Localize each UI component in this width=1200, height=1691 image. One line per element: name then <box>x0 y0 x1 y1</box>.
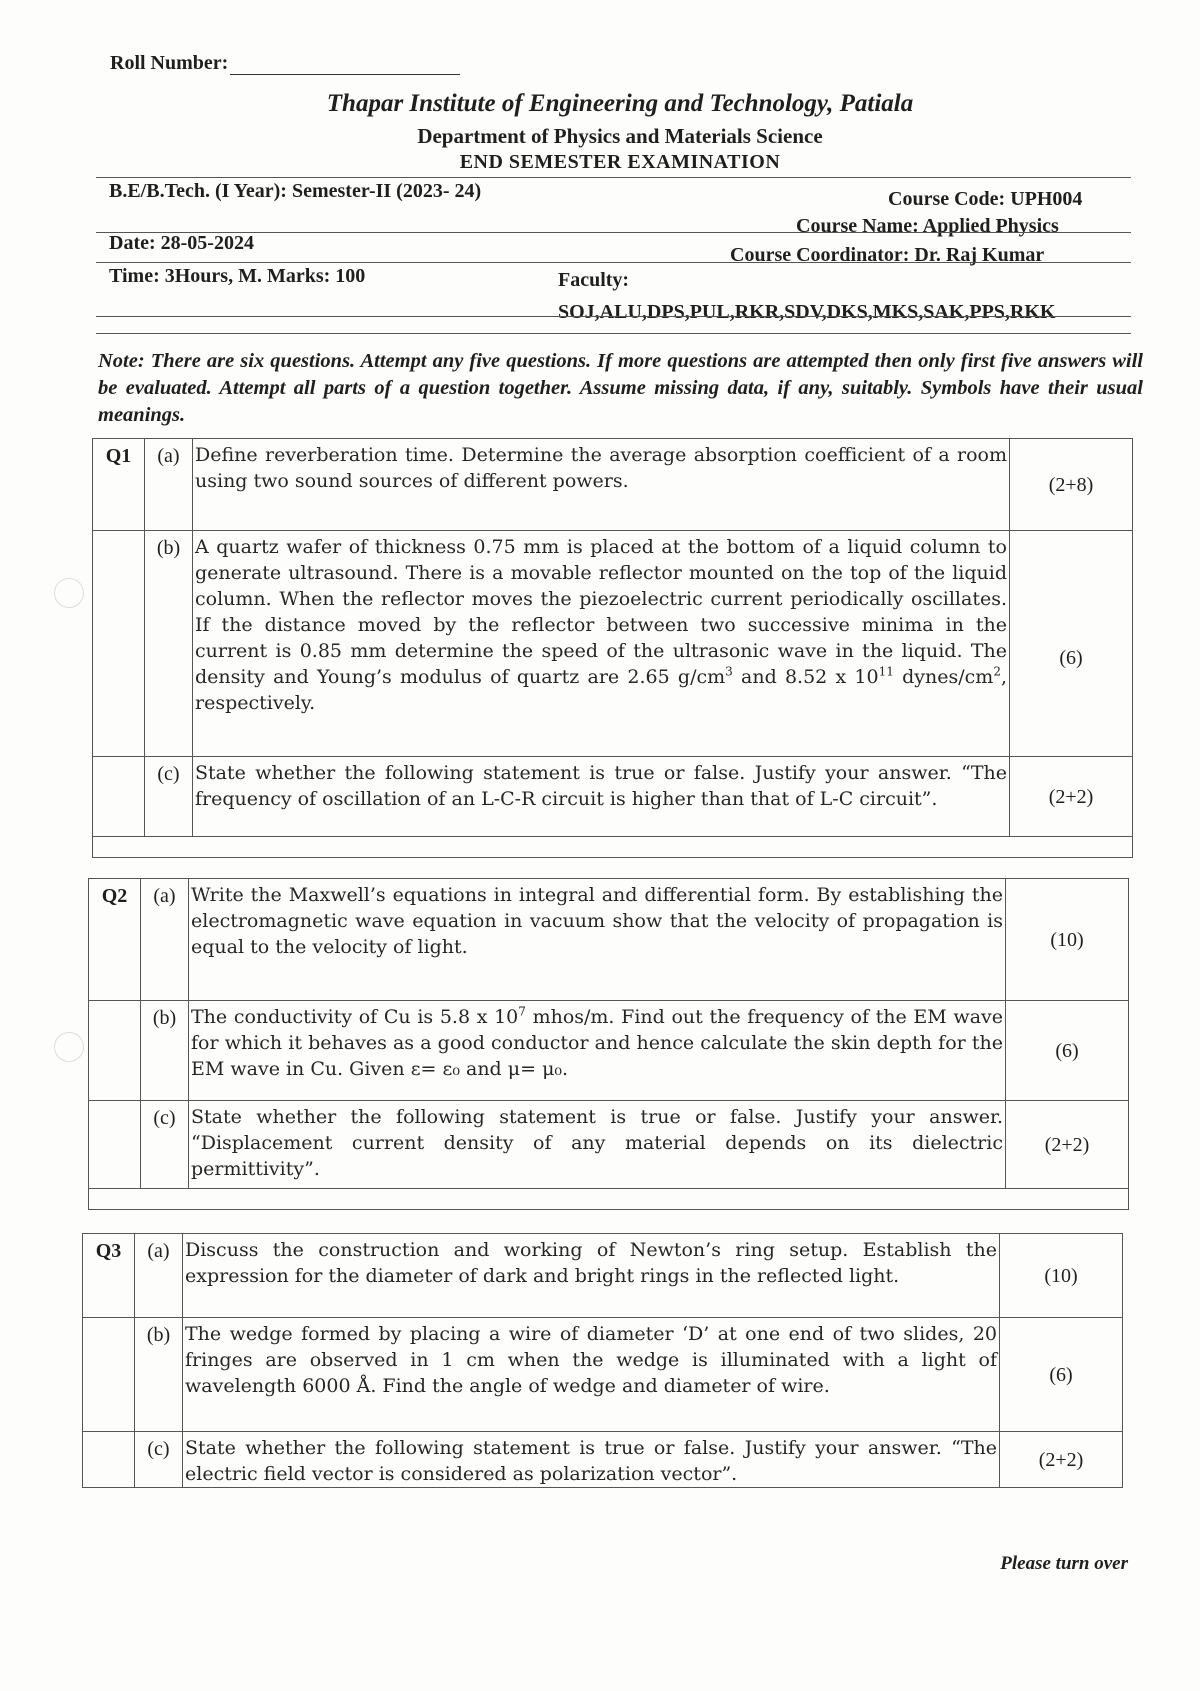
exam-title: END SEMESTER EXAMINATION <box>459 151 781 173</box>
text-segment: A quartz wafer of thickness 0.75 mm is placed at the bottom of a liquid column to generate ultrasound. There is a movable reflector mounted on the top of the liquid column. When the reflector moves the piezoelectric current periodically oscillates. If the distance moved by the reflector between two successive minima in the current is 0.85 mm determine the speed of the ultrasonic wave in the liquid. The density and Young’s modulus of quartz are 2.65 g/cm <box>195 536 1007 688</box>
marks: (2+2) <box>1010 757 1133 837</box>
turn-over-note: Please turn over <box>1000 1553 1128 1574</box>
punch-hole <box>54 578 84 608</box>
exam-note: Note: There are six questions. Attempt any five questions. If more questions are attempted then only first five answers will be evaluated. Attempt all parts of a question together. Assume missing data, if any, suitably. Symbols have their usual meanings. <box>98 350 1143 426</box>
spacer-row <box>93 837 1133 858</box>
question-number: Q1 <box>93 439 145 531</box>
question-text: State whether the following statement is true or false. Justify your answer. “Displacement current density of any material depends on its dielectric permittivity”. <box>189 1101 1006 1189</box>
superscript: 2 <box>993 664 1001 679</box>
question-part-row <box>89 1101 1129 1189</box>
question-part-row <box>93 531 1133 757</box>
roll-number-field[interactable] <box>110 52 460 75</box>
q3-table <box>82 1233 1123 1488</box>
spacer-row <box>89 1189 1129 1210</box>
question-text: Write the Maxwell’s equations in integral and differential form. By establishing the electromagnetic wave equation in vacuum show that the velocity of propagation is equal to the velocity of light. <box>189 879 1006 1001</box>
roll-number-label: Roll Number: <box>110 52 229 74</box>
question-part-row <box>83 1318 1123 1432</box>
part-label: (b) <box>135 1318 183 1432</box>
time-marks: Time: 3Hours, M. Marks: 100 <box>109 265 366 287</box>
superscript: 11 <box>878 664 894 679</box>
empty-cell <box>93 757 145 837</box>
question-part-row <box>89 1001 1129 1101</box>
marks: (2+8) <box>1010 439 1133 531</box>
q1-table <box>92 438 1133 858</box>
superscript: 7 <box>518 1004 526 1019</box>
part-label: (c) <box>145 757 193 837</box>
empty-cell <box>83 1318 135 1432</box>
question-text <box>189 1001 1006 1101</box>
question-number: Q2 <box>89 879 141 1001</box>
question-number: Q3 <box>83 1234 135 1318</box>
question-part-row <box>83 1432 1123 1488</box>
faculty-list: SOJ,ALU,DPS,PUL,RKR,SDV,DKS,MKS,SAK,PPS,RKK <box>558 301 1056 323</box>
course-code: Course Code: UPH004 <box>888 188 1083 210</box>
roll-number-blank[interactable] <box>230 54 460 75</box>
marks: (6) <box>1010 531 1133 757</box>
part-label: (b) <box>141 1001 189 1101</box>
q2-table <box>88 878 1129 1210</box>
text-segment: and 8.52 x 10 <box>732 666 879 688</box>
empty-cell <box>89 1001 141 1101</box>
part-label: (a) <box>141 879 189 1001</box>
program-info: B.E/B.Tech. (I Year): Semester-II (2023- 24) <box>109 180 482 202</box>
question-part-row <box>93 757 1133 837</box>
faculty-label: Faculty: <box>558 269 630 291</box>
text-segment: dynes/cm <box>893 666 994 688</box>
course-name: Course Name: Applied Physics <box>796 215 1059 237</box>
part-label: (a) <box>145 439 193 531</box>
marks: (2+2) <box>1000 1432 1123 1488</box>
superscript: 3 <box>725 664 733 679</box>
question-text: The wedge formed by placing a wire of diameter ‘D’ at one end of two slides, 20 fringes are observed in 1 cm when the wedge is illuminated with a light of wavelength 6000 Å. Find the angle of wedge and diameter of wire. <box>183 1318 1000 1432</box>
divider <box>96 316 1131 317</box>
institute-name: Thapar Institute of Engineering and Technology, Patiala <box>326 90 914 117</box>
question-part-row <box>89 879 1129 1001</box>
question-text <box>193 531 1010 757</box>
question-text: State whether the following statement is true or false. Justify your answer. “The electric field vector is considered as polarization vector”. <box>183 1432 1000 1488</box>
spacer-cell <box>93 837 1133 858</box>
divider <box>96 177 1131 178</box>
punch-hole <box>54 1032 84 1062</box>
spacer-cell <box>89 1189 1129 1210</box>
marks: (2+2) <box>1006 1101 1129 1189</box>
question-text: Define reverberation time. Determine the average absorption coefficient of a room using two sound sources of different powers. <box>193 439 1010 531</box>
course-coordinator: Course Coordinator: Dr. Raj Kumar <box>730 244 1045 266</box>
department-name: Department of Physics and Materials Science <box>417 124 823 148</box>
marks: (10) <box>1006 879 1129 1001</box>
part-label: (b) <box>145 531 193 757</box>
text-segment: The conductivity of Cu is 5.8 x 10 <box>191 1006 519 1028</box>
marks: (6) <box>1000 1318 1123 1432</box>
question-text: Discuss the construction and working of Newton’s ring setup. Establish the expression for the diameter of dark and bright rings in the reflected light. <box>183 1234 1000 1318</box>
text-segment: mhos/m. Find out the frequency of the EM wave for which it behaves as a good conductor and hence calculate the skin depth for the EM wave in Cu. Given ε= ε₀ and μ= μ₀. <box>191 1006 1003 1080</box>
part-label: (c) <box>135 1432 183 1488</box>
question-part-row <box>83 1234 1123 1318</box>
part-label: (c) <box>141 1101 189 1189</box>
divider <box>96 262 1131 263</box>
empty-cell <box>93 531 145 757</box>
question-part-row <box>93 439 1133 531</box>
part-label: (a) <box>135 1234 183 1318</box>
divider <box>96 333 1131 334</box>
empty-cell <box>83 1432 135 1488</box>
marks: (6) <box>1006 1001 1129 1101</box>
text-segment: , respectively. <box>195 666 1007 714</box>
exam-date: Date: 28-05-2024 <box>109 232 254 254</box>
question-text: State whether the following statement is true or false. Justify your answer. “The frequency of oscillation of an L-C-R circuit is higher than that of L-C circuit”. <box>193 757 1010 837</box>
empty-cell <box>89 1101 141 1189</box>
marks: (10) <box>1000 1234 1123 1318</box>
